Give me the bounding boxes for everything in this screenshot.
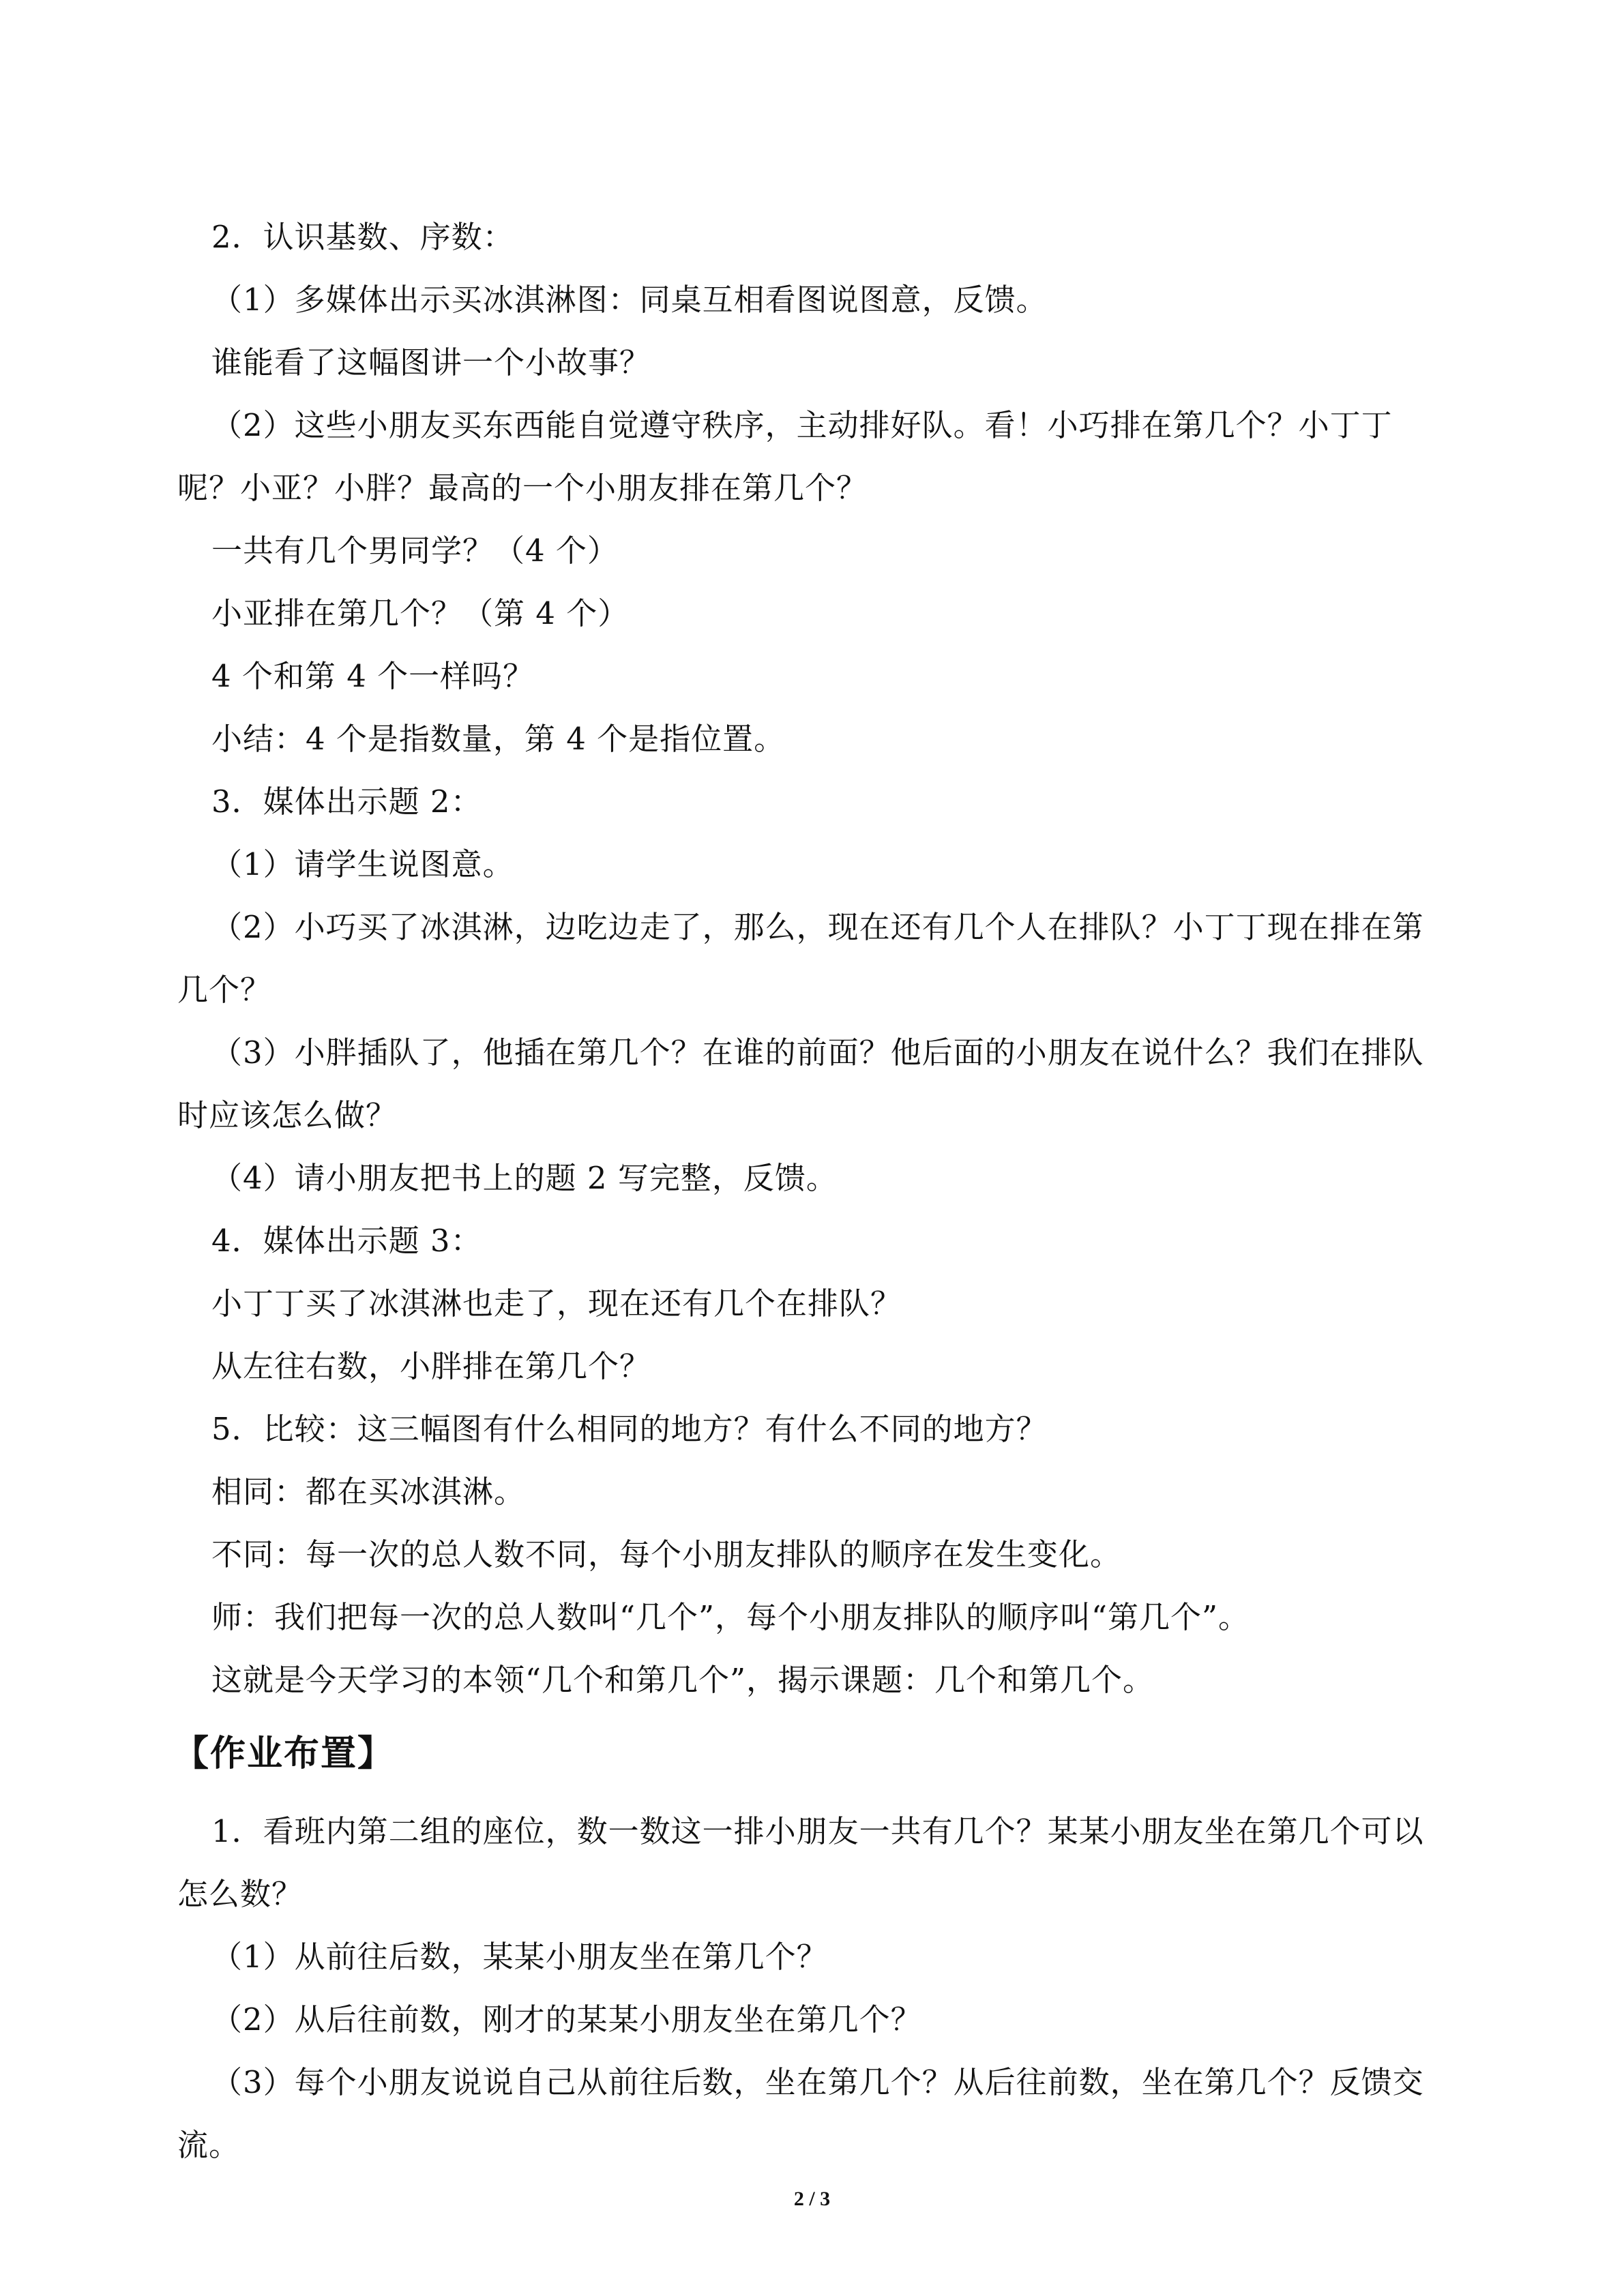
paragraph-line: （4）请小朋友把书上的题 2 写完整，反馈。 <box>211 1160 838 1196</box>
paragraph-line: 一共有几个男同学？（4 个） <box>211 533 619 569</box>
paragraph-line: （1）请学生说图意。 <box>211 846 514 882</box>
paragraph-line: 2．认识基数、序数： <box>211 219 514 255</box>
paragraph-line: 时应该怎么做？ <box>177 1097 398 1133</box>
paragraph-line: 谁能看了这幅图讲一个小故事？ <box>211 344 651 381</box>
paragraph-line: 小结：4 个是指数量，第 4 个是指位置。 <box>211 721 786 757</box>
paragraph-line: 几个？ <box>177 972 272 1008</box>
paragraph-line: 小丁丁买了冰淇淋也走了，现在还有几个在排队？ <box>211 1285 902 1322</box>
paragraph-line: 相同：都在买冰淇淋。 <box>211 1474 526 1510</box>
paragraph-line: （2）小巧买了冰淇淋，边吃边走了，那么，现在还有几个人在排队？小丁丁现在排在第 <box>211 909 1424 945</box>
paragraph-line: 呢？小亚？小胖？最高的一个小朋友排在第几个？ <box>177 470 868 506</box>
paragraph-line: （3）每个小朋友说说自己从前往后数，坐在第几个？从后往前数，坐在第几个？反馈交 <box>211 2064 1424 2100</box>
section-heading: 【作业布置】 <box>173 1733 395 1774</box>
paragraph-line: （1）多媒体出示买冰淇淋图：同桌互相看图说图意，反馈。 <box>211 282 1048 318</box>
paragraph-line: 4．媒体出示题 3： <box>211 1223 482 1259</box>
paragraph-line: 师：我们把每一次的总人数叫“几个”，每个小朋友排队的顺序叫“第几个”。 <box>211 1599 1250 1635</box>
page-number: 2 / 3 <box>793 2188 831 2210</box>
paragraph-line: 不同：每一次的总人数不同，每个小朋友排队的顺序在发生变化。 <box>211 1536 1122 1572</box>
paragraph-line: （1）从前往后数，某某小朋友坐在第几个？ <box>211 1939 828 1975</box>
paragraph-line: （2）从后往前数，刚才的某某小朋友坐在第几个？ <box>211 2001 922 2038</box>
paragraph-line: 5．比较：这三幅图有什么相同的地方？有什么不同的地方？ <box>211 1411 1048 1447</box>
paragraph-line: 流。 <box>177 2127 241 2163</box>
paragraph-line: 3．媒体出示题 2： <box>211 784 482 820</box>
paragraph-line: 这就是今天学习的本领“几个和第几个”，揭示课题：几个和第几个。 <box>211 1662 1155 1698</box>
paragraph-line: 小亚排在第几个？（第 4 个） <box>211 595 630 631</box>
paragraph-line: 怎么数？ <box>177 1876 304 1912</box>
paragraph-line: 4 个和第 4 个一样吗？ <box>211 658 535 694</box>
paragraph-line: （3）小胖插队了，他插在第几个？在谁的前面？他后面的小朋友在说什么？我们在排队 <box>211 1034 1424 1071</box>
page-content <box>173 206 1480 2177</box>
paragraph-line: 从左往右数，小胖排在第几个？ <box>211 1348 651 1384</box>
paragraph-line: （2）这些小朋友买东西能自觉遵守秩序，主动排好队。看！小巧排在第几个？小丁丁 <box>211 407 1393 443</box>
paragraph-line: 1．看班内第二组的座位，数一数这一排小朋友一共有几个？某某小朋友坐在第几个可以 <box>211 1813 1424 1849</box>
